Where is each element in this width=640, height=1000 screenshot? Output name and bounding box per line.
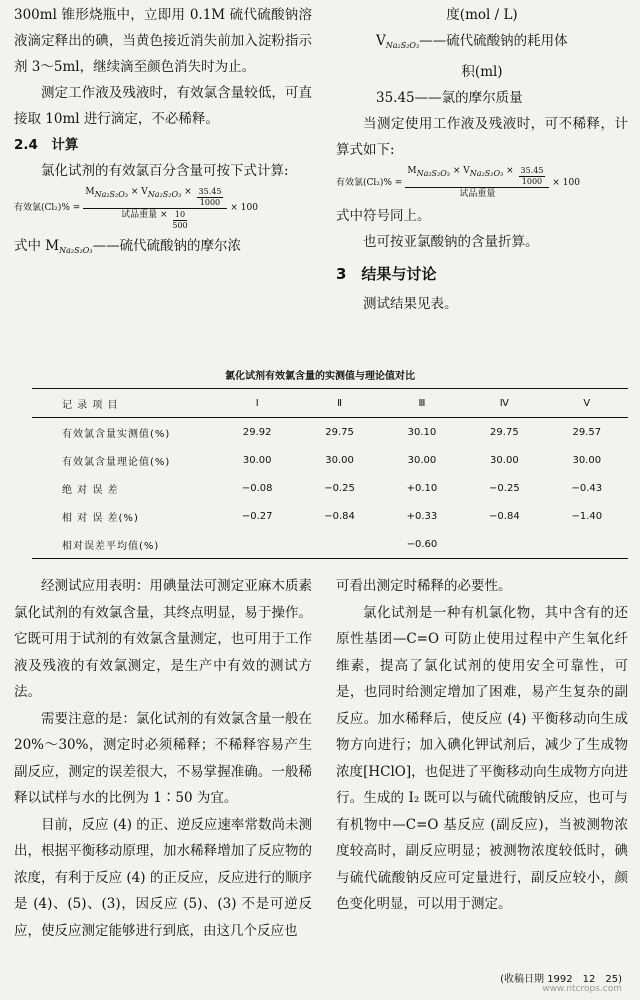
formula-numerator: MNa₂S₂O₃ × VNa₂S₂O₃ × $\frac{35.45}{1000}$ <box>83 186 227 209</box>
watermark: www.ntcrops.com <box>542 984 622 994</box>
header-cell: Ⅱ <box>337 397 343 409</box>
table-cell: 绝 对 误 差 <box>62 484 119 496</box>
line-symbol-v: $V_{Na_2S_2O_3}——$硫代硫酸钠的耗用体 <box>376 33 568 50</box>
table-cell: 30.00 <box>325 454 354 466</box>
paragraph-conclusion: 经测试应用表明：用碘量法可测定亚麻木质素氯化试剂的有效氯含量，其终点明显，易于操作。它既可用于试剂的有效氯含量测定，也可用于工作液及残液的有效氯测定，是生产中有效的测试方法。 <box>14 578 312 700</box>
table-cell: −0.08 <box>241 482 273 494</box>
formula-denominator: 试品重量 <box>459 189 496 199</box>
table-cell: 有效氯含量实测值(%) <box>62 428 171 440</box>
table-row <box>32 446 628 474</box>
formula-main-fraction <box>405 165 549 201</box>
right-top-column <box>336 2 628 317</box>
table-cell: +0.10 <box>406 482 438 494</box>
table-cell: 有效氯含量理论值(%) <box>62 456 171 468</box>
table-cell: −1.40 <box>571 510 603 522</box>
section-heading-calculation: 2.4 计算 <box>14 137 79 153</box>
line-chlorine-molar-mass: 35.45——氯的摩尔质量 <box>376 90 523 106</box>
table-cell: 29.57 <box>572 426 602 438</box>
formula-rhs: × 100 <box>230 203 258 213</box>
line-unit-concentration: 度(mol / L) <box>446 7 518 23</box>
formula-main-fraction <box>83 186 227 231</box>
formula-dilution <box>14 186 312 231</box>
paragraph-dilution-necessity: 可看出测定时稀释的必要性。 <box>336 578 512 594</box>
paragraph-chlorinated-reagent: 氯化试剂是一种有机氯化物，其中含有的还原性基团—C=O 可防止使用过程中产生氧化纤维素，提高了氯化试剂的使用安全可靠性，可是，也同时给测定增加了困难，易产生复杂的副反应。加水稀释后，使反应 (4) 平衡移动向生成物方向进行；加入碘化钾试剂后，减少了生成物浓度[HClO]，也促进了平衡移动向生成物方向进行。生成的 I₂ 既可以与硫代硫酸钠反应，也可与有机物中—C=O 基反应 (副反应)，当被测物浓度较高时，副反应明显；被测物浓度较低时，碘与硫代硫酸钠反应可定量进行，副反应较小，颜色变化明显，可以用于测定。 <box>336 604 628 912</box>
paragraph-dilution-note: 需要注意的是：氯化试剂的有效氯含量一般在 20%～30%，测定时必须稀释；不稀释容易产生副反应，测定的误差很大，不易掌握准确。一般稀释以试样与水的比例为 1∶50 为宜。 <box>14 710 312 806</box>
table-cell: −0.25 <box>324 482 355 494</box>
table-cell <box>298 530 380 559</box>
table-cell: +0.33 <box>406 510 438 522</box>
formula-rhs: × 100 <box>552 177 580 188</box>
paragraph-titration: 300ml 锥形烧瓶中，立即用 0.1M 硫代硫酸钠溶液滴定释出的碘，当黄色接近消失前加入淀粉指示剂 3～5ml，继续滴至颜色消失时为止。 <box>14 7 312 75</box>
paragraph-sodium-chlorite: 也可按亚氯酸钠的含量折算。 <box>363 234 539 250</box>
table-cell: −0.84 <box>489 510 520 522</box>
formula-denominator: 试品重量 × $\frac{10}{500}$ <box>121 210 188 230</box>
table-cell: 30.00 <box>242 454 272 466</box>
table-row <box>32 474 628 502</box>
table-cell: 30.10 <box>407 426 437 438</box>
paragraph-formula-intro: 氯化试剂的有效氯百分含量可按下式计算: <box>41 163 289 179</box>
table-row <box>32 418 628 447</box>
table-cell: −0.27 <box>241 510 273 522</box>
paragraph-no-dilution: 当测定使用工作液及残液时，可不稀释，计算式如下: <box>336 116 628 158</box>
table-row <box>32 530 628 559</box>
header-cell: Ⅲ <box>418 397 426 409</box>
table-cell: 29.75 <box>325 426 354 438</box>
formula-lhs: 有效氯(Cl₂)% = <box>14 203 81 213</box>
formula-lhs: 有效氯(Cl₂)% = <box>336 177 403 188</box>
table-cell: −0.25 <box>489 482 520 494</box>
section-heading-results: 3 结果与讨论 <box>336 265 437 283</box>
header-cell: Ⅳ <box>499 397 509 409</box>
table-cell: −0.84 <box>324 510 355 522</box>
formula-numerator: MNa₂S₂O₃ × VNa₂S₂O₃ × $\frac{35.45}{1000}$ <box>405 165 549 188</box>
left-top-column <box>14 2 312 264</box>
table-cell: 30.00 <box>407 454 437 466</box>
table-title: 氯化试剂有效氯含量的实测值与理论值对比 <box>225 371 415 382</box>
table-row <box>32 502 628 530</box>
table-cell: 29.92 <box>242 426 272 438</box>
right-bottom-column <box>336 573 628 918</box>
header-cell: 记 录 项 目 <box>62 399 119 411</box>
header-cell: Ⅴ <box>583 397 591 409</box>
paragraph-see-table: 测试结果见表。 <box>363 296 458 312</box>
left-bottom-column <box>14 573 312 944</box>
line-unit-volume: 积(ml) <box>461 64 503 80</box>
paragraph-reaction-order: 目前，反应 (4) 的正、逆反应速率常数尚未测出，根据平衡移动原理，加水稀释增加了反应物的浓度，有利于反应 (4) 的正反应，反应进行的顺序是 (4)、(5)、(3)，因反应 (5)、(3) 不是可逆反应，使反应测定能够进行到底，由这几个反应也 <box>14 816 312 939</box>
table-cell <box>216 530 298 559</box>
paragraph-symbol-m: 式中 $M_{Na_2S_2O_3}——$硫代硫酸钠的摩尔浓 <box>14 238 242 255</box>
table-header-row <box>32 389 628 418</box>
table-cell <box>546 530 628 559</box>
header-cell: Ⅰ <box>255 397 259 409</box>
table-cell: 相对误差平均值(%) <box>62 540 160 552</box>
formula-no-dilution <box>336 165 628 201</box>
table-cell: 30.00 <box>490 454 519 466</box>
table-cell: 30.00 <box>572 454 602 466</box>
results-table <box>32 388 628 559</box>
table-cell: −0.43 <box>571 482 603 494</box>
table-cell: 29.75 <box>490 426 519 438</box>
table-cell: 相 对 误 差(%) <box>62 512 139 524</box>
table-cell: −0.60 <box>406 538 438 550</box>
paragraph-working-liquid: 测定工作液及残液时，有效氯含量较低，可直接取 10ml 进行滴定，不必稀释。 <box>14 85 312 127</box>
paragraph-symbols-same: 式中符号同上。 <box>336 208 431 224</box>
table-cell <box>463 530 545 559</box>
received-date: (收稿日期 1992 12 25) <box>500 974 622 985</box>
